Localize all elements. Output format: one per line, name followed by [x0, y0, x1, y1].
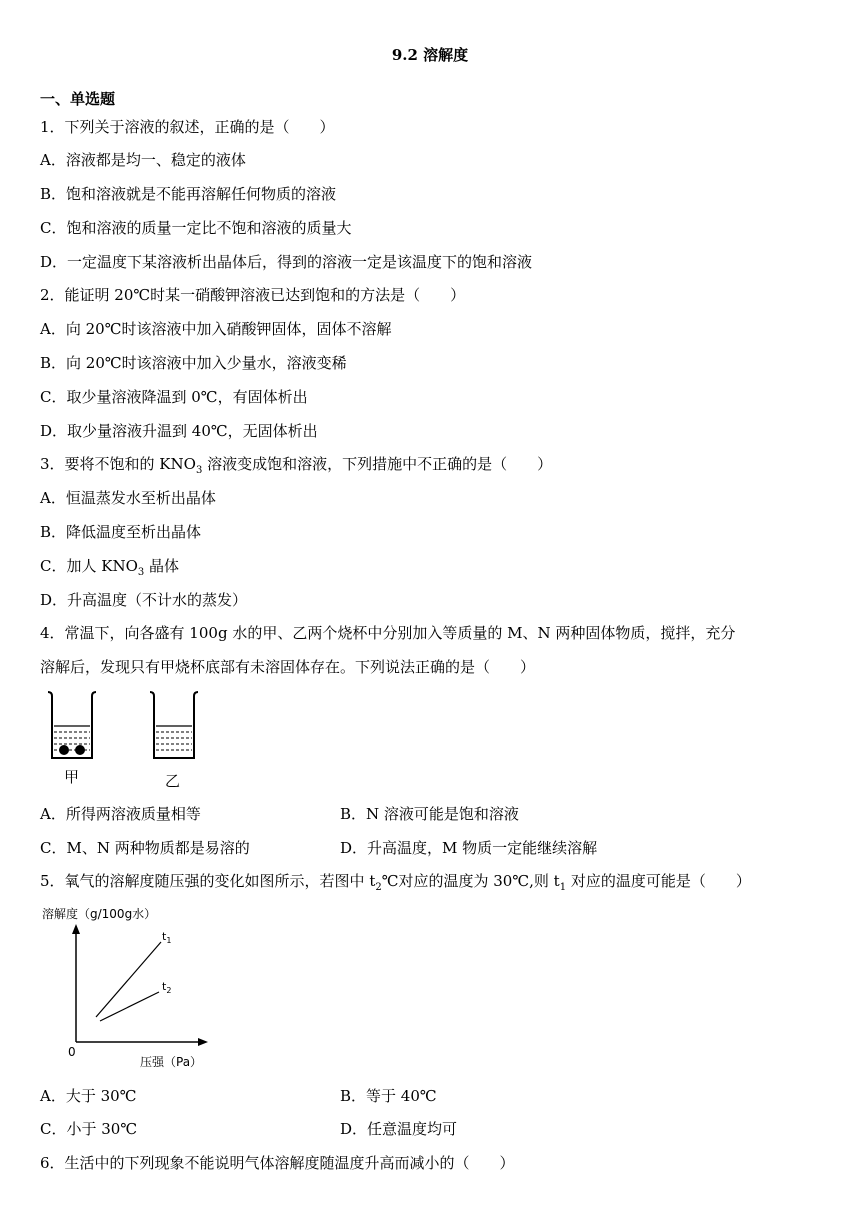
- beaker-jia: [48, 692, 96, 758]
- question-3-option-d: D．升高温度（不计水的蒸发）: [40, 591, 248, 609]
- beakers-figure: [40, 688, 210, 790]
- question-1-stem: 1．下列关于溶液的叙述，正确的是（ ）: [40, 118, 335, 136]
- page-title: 9.2 溶解度: [391, 46, 469, 64]
- question-2-option-b: B．向 20℃时该溶液中加入少量水，溶液变稀: [40, 354, 347, 372]
- question-5-option-a: A．大于 30℃: [40, 1087, 137, 1105]
- solubility-pressure-graph: [38, 900, 278, 1078]
- question-4-stem-line1: 4．常温下，向各盛有 100g 水的甲、乙两个烧杯中分别加入等质量的 M、N 两种固体物质，搅拌，充分: [40, 624, 736, 642]
- question-2-stem: 2．能证明 20℃时某一硝酸钾溶液已达到饱和的方法是（ ）: [40, 286, 466, 304]
- question-5-option-d: D．任意温度均可: [340, 1120, 458, 1138]
- question-3-option-c: C．加人 $KNO_3$ 晶体: [40, 557, 180, 578]
- question-6-stem: 6．生活中的下列现象不能说明气体溶解度随温度升高而减小的（ ）: [40, 1154, 515, 1172]
- question-3-stem: 3．要将不饱和的 $KNO_3$ 溶液变成饱和溶液，下列措施中不正确的是（ ）: [40, 455, 553, 476]
- question-5-option-b: B．等于 40℃: [340, 1087, 437, 1105]
- section-title: 一、单选题: [40, 90, 116, 108]
- question-1-option-c: C．饱和溶液的质量一定比不饱和溶液的质量大: [40, 219, 352, 237]
- undissolved-solid: [59, 745, 69, 755]
- beaker-yi: [150, 692, 198, 758]
- question-3-option-a: A．恒温蒸发水至析出晶体: [40, 489, 216, 507]
- question-4-stem-line2: 溶解后，发现只有甲烧杯底部有未溶固体存在。下列说法正确的是（ ）: [40, 658, 536, 676]
- graph-line-t1: [96, 942, 161, 1017]
- question-3-option-b: B．降低温度至析出晶体: [40, 523, 202, 541]
- question-1-option-a: A．溶液都是均一、稳定的液体: [40, 151, 246, 169]
- graph-y-label: 溶解度（g/100g水）: [42, 907, 157, 921]
- y-axis-arrow: [72, 924, 80, 934]
- undissolved-solid: [75, 745, 85, 755]
- question-2-option-d: D．取少量溶液升温到 40℃，无固体析出: [40, 422, 318, 440]
- question-2-option-a: A．向 20℃时该溶液中加入硝酸钾固体，固体不溶解: [40, 320, 392, 338]
- question-5-option-c: C．小于 30℃: [40, 1120, 138, 1138]
- question-5-stem: 5．氧气的溶解度随压强的变化如图所示，若图中 $t_2℃$对应的温度为 30℃,则 $t_1$ 对应的温度可能是（ ）: [40, 872, 751, 893]
- graph-origin: 0: [68, 1045, 76, 1059]
- question-1-option-b: B．饱和溶液就是不能再溶解任何物质的溶液: [40, 185, 337, 203]
- question-4-option-a: A．所得两溶液质量相等: [40, 805, 201, 823]
- graph-line-t2-label: $t_2$: [162, 980, 172, 995]
- question-4-option-b: B．N 溶液可能是饱和溶液: [340, 805, 519, 823]
- x-axis-arrow: [198, 1038, 208, 1046]
- question-1-option-d: D．一定温度下某溶液析出晶体后，得到的溶液一定是该温度下的饱和溶液: [40, 253, 533, 271]
- beaker-label-jia: 甲: [64, 768, 80, 786]
- beaker-label-yi: 乙: [165, 772, 181, 790]
- graph-x-label: 压强（Pa）: [140, 1055, 203, 1069]
- question-4-option-c: C．M、N 两种物质都是易溶的: [40, 839, 250, 857]
- question-2-option-c: C．取少量溶液降温到 0℃，有固体析出: [40, 388, 308, 406]
- graph-line-t1-label: $t_1$: [162, 930, 172, 945]
- question-4-option-d: D．升高温度，M 物质一定能继续溶解: [340, 839, 598, 857]
- graph-line-t2: [100, 992, 159, 1021]
